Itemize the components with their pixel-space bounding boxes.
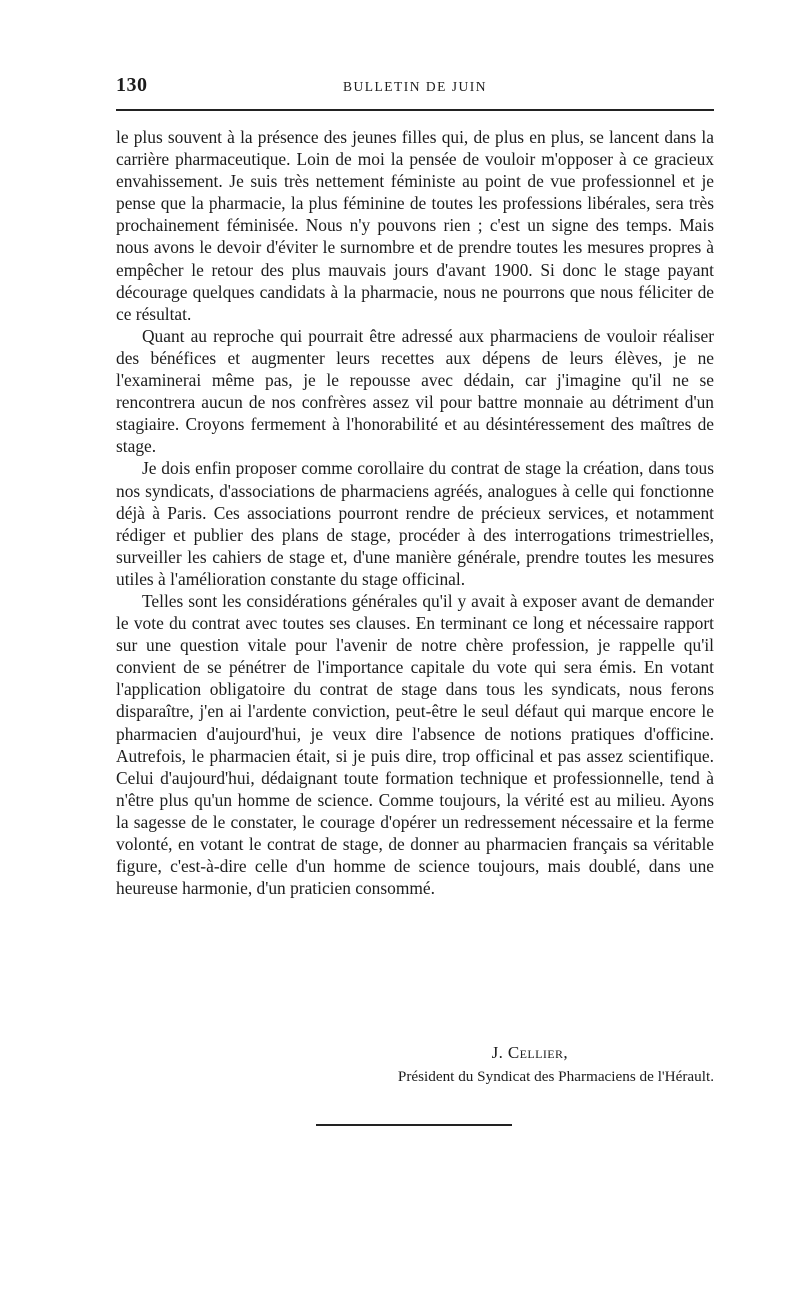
signature-initial: J. (491, 1043, 504, 1062)
header-rule (116, 109, 714, 111)
paragraph-associations: Je dois enfin proposer comme corollaire du contrat de stage la création, dans tous nos syndicats, d'associations de pharmaciens agréés, analogues à celle qui fonctionne déjà à Paris. Ces associations pourront rendre de précieux services, et notamment rédiger et publier des plans de stage, procéder à des interrogations trimestrielles, surveiller les cahiers de stage et, d'une manière générale, prendre toutes les mesures utiles à l'amélioration constante du stage officinal. (116, 458, 714, 589)
signature-title: Président du Syndicat des Pharmaciens de l'Hérault. (397, 1068, 714, 1085)
signature-surname: Cellier, (507, 1043, 568, 1062)
signature-name (116, 1042, 714, 1064)
paragraph-reproach: Quant au reproche qui pourrait être adressé aux pharmaciens de vouloir réaliser des bénéfices et augmenter leurs recettes aux dépens de leurs élèves, je ne l'examinerai même pas, je le repousse avec dédain, car j'imagine qu'il ne se rencontrera aucun de nos confrères assez vil pour battre monnaie au détriment d'un stagiaire. Croyons fermement à l'honorabilité et au désintéressement des maîtres de stage. (116, 325, 714, 457)
page-header (116, 74, 714, 100)
page-number: 130 (116, 74, 148, 96)
paragraph-conclusion: Telles sont les considérations générales qu'il y avait à exposer avant de demander le vote du contrat avec toutes ses clauses. En terminant ce long et nécessaire rapport sur une question vitale pour l'avenir de notre chère profession, je rappelle qu'il convient de se pénétrer de l'importance capitale du vote qui sera émis. En votant l'application obligatoire du contrat de stage dans tous les syndicats, nous ferons disparaître, j'en ai l'ardente conviction, peut-être le seul défaut qui marque encore le pharmacien d'aujourd'hui, je veux dire l'absence de notions pratiques d'officine. Autrefois, le pharmacien était, si je puis dire, trop officinal et pas assez scientifique. Celui d'aujourd'hui, dédaignant toute formation technique et professionnelle, tend à n'être plus qu'un homme de science. Comme toujours, la vérité est au milieu. Ayons la sagesse de le constater, le courage d'opérer un redressement nécessaire et la ferme volonté, en votant le contrat de stage, de donner au pharmacien français sa véritable figure, c'est-à-dire celle d'un homme de science toujours, mais doublé, dans une heureuse harmonie, d'un praticien consommé. (116, 590, 714, 899)
signature-block (116, 1042, 714, 1088)
paragraph-continuation: le plus souvent à la présence des jeunes filles qui, de plus en plus, se lancent dans la carrière pharmaceutique. Loin de moi la pensée de vouloir m'opposer à ce gracieux envahissement. Je suis très nettement féministe au point de vue professionnel et je pense que la pharmacie, la plus féminine de toutes les professions libérales, sera très prochainement féminisée. Nous n'y pouvons rien ; c'est un signe des temps. Mais nous avons le devoir d'éviter le surnombre et de prendre toutes les mesures propres à empêcher le retour des plus mauvais jours d'avant 1900. Si donc le stage payant décourage quelques candidats à la pharmacie, nous ne pourrons que nous féliciter de ce résultat. (116, 127, 714, 324)
article-body (116, 126, 714, 899)
running-title: BULLETIN DE JUIN (343, 79, 487, 94)
section-end-rule (316, 1124, 512, 1126)
